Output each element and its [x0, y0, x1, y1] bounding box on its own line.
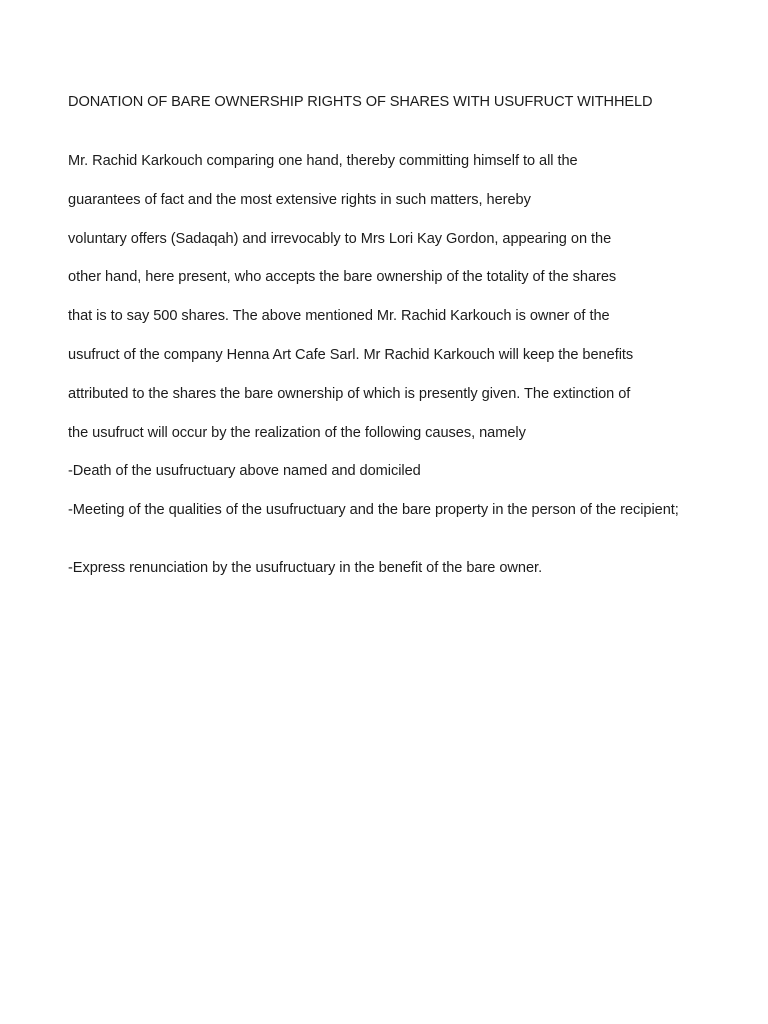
- paragraph-line: guarantees of fact and the most extensive rights in such matters, hereby: [68, 192, 531, 208]
- document-title: DONATION OF BARE OWNERSHIP RIGHTS OF SHARES WITH USUFRUCT WITHHELD: [68, 94, 653, 110]
- cause-item: -Death of the usufructuary above named and domiciled: [68, 463, 421, 479]
- paragraph-line: other hand, here present, who accepts the bare ownership of the totality of the shares: [68, 269, 617, 285]
- paragraph-line: voluntary offers (Sadaqah) and irrevocably to Mrs Lori Kay Gordon, appearing on the: [68, 231, 612, 247]
- paragraph-line: the usufruct will occur by the realization of the following causes, namely: [68, 425, 526, 441]
- paragraph-line: that is to say 500 shares. The above mentioned Mr. Rachid Karkouch is owner of the: [68, 308, 610, 324]
- paragraph-line: Mr. Rachid Karkouch comparing one hand, thereby committing himself to all the: [68, 153, 578, 169]
- paragraph-line: attributed to the shares the bare ownership of which is presently given. The extinction of: [68, 386, 631, 402]
- cause-item: -Express renunciation by the usufructuary in the benefit of the bare owner.: [68, 560, 543, 576]
- paragraph-line: usufruct of the company Henna Art Cafe Sarl. Mr Rachid Karkouch will keep the benefits: [68, 347, 634, 363]
- cause-item: -Meeting of the qualities of the usufructuary and the bare property in the person of the recipient;: [68, 502, 679, 518]
